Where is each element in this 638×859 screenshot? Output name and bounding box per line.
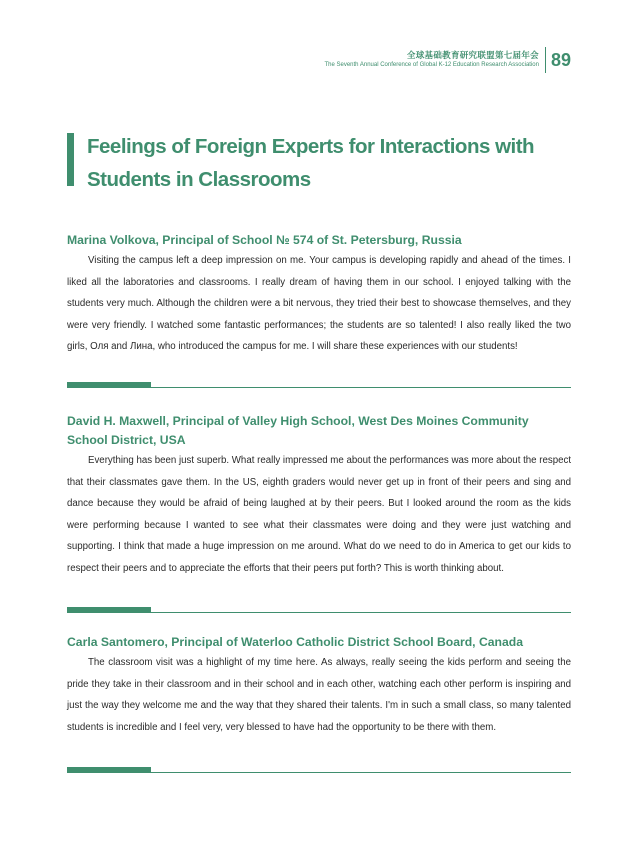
section-body: The classroom visit was a highlight of my time here. As always, really seeing the kids perform and seeing the pride they take in their classroom and in their school and in each other, watching each other perform is inspiring and just the way they welcome me and the way that they shared their talents. I'm in such a small class, so many talented students is incredible and I feel very, very blessed to have had the opportunity to be there with them. bbox=[67, 657, 571, 733]
section-maxwell bbox=[67, 412, 571, 579]
section-divider bbox=[67, 767, 571, 773]
section-santomero bbox=[67, 633, 571, 738]
page-number: 89 bbox=[550, 50, 571, 70]
divider-accent bbox=[67, 382, 151, 388]
section-body: Everything has been just superb. What really impressed me about the performances was more about the respect that their classmates gave them. In the US, eighth graders would never get up in front of their peers and sing and dance because they would be afraid of being laughed at by their peers. But I looked around the room as the kids were performing because I wanted to see what their classmates were doing and they were just watching and supporting. I think that made a huge impression on me around. What do we need to do in America to get our kids to respect their peers and to appreciate the efforts that their peers put forth? This is worth thinking about. bbox=[67, 455, 572, 574]
divider-accent bbox=[67, 767, 151, 773]
section-heading: Marina Volkova, Principal of School № 574 of St. Petersburg, Russia bbox=[67, 233, 462, 247]
section-heading: Carla Santomero, Principal of Waterloo Catholic District School Board, Canada bbox=[67, 635, 523, 649]
header-title-en: The Seventh Annual Conference of Global K-12 Education Research Association bbox=[324, 62, 539, 68]
title-accent-bar bbox=[67, 133, 74, 186]
section-volkova bbox=[67, 231, 571, 358]
section-body: Visiting the campus left a deep impression on me. Your campus is developing rapidly and ahead of the times. I liked all the laboratories and classrooms. I really dream of having them in our school. I enjoyed talking with the students very much. Although the children were a bit nervous, they tried their best to showcase themselves, and they were very friendly. I watched some fantastic performances; the students are so talented! I also really liked the two girls, Оля and Лина, who introduced the campus for me. I will share these experiences with our students! bbox=[67, 255, 571, 352]
header-text bbox=[325, 50, 539, 70]
divider-accent bbox=[67, 607, 151, 613]
header-title-cn: 全球基础教育研究联盟第七届年会 bbox=[406, 50, 539, 60]
page-header bbox=[325, 47, 572, 73]
page-title: Feelings of Foreign Experts for Interactions with Students in Classrooms bbox=[87, 135, 535, 191]
title-block bbox=[67, 130, 557, 196]
section-divider bbox=[67, 382, 571, 388]
header-separator bbox=[545, 47, 546, 73]
section-divider bbox=[67, 607, 571, 613]
section-heading: David H. Maxwell, Principal of Valley High School, West Des Moines Community School District, USA bbox=[67, 414, 529, 447]
